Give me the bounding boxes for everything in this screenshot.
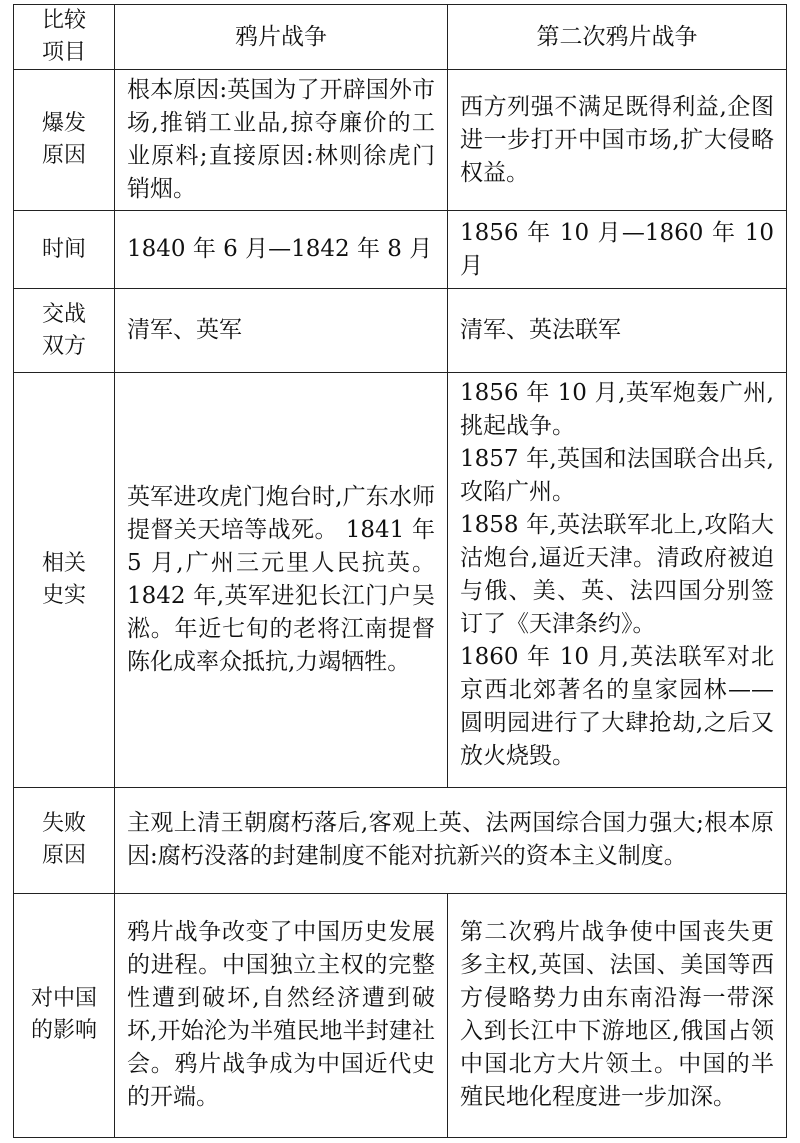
fact-paragraph: 1856 年 10 月,英军炮轰广州,挑起战争。 xyxy=(460,380,774,440)
row-label-cell xyxy=(14,787,115,893)
header-label-line: 项目 xyxy=(41,40,86,66)
row-time xyxy=(14,211,787,289)
row-belligerents xyxy=(14,289,787,373)
row-label-line: 原因 xyxy=(41,143,86,169)
row-label-cell xyxy=(14,70,115,211)
header-label-cell xyxy=(14,5,115,70)
cell-opium-war-cause: 根本原因:英国为了开辟国外市场,推销工业品,掠夺廉价的工业原料;直接原因:林则徐虎门销烟。 xyxy=(115,70,448,211)
cell-second-opium-war-belligerents: 清军、英法联军 xyxy=(448,289,787,373)
row-label-line: 相关 xyxy=(41,550,86,576)
row-label-cell xyxy=(14,893,115,1137)
fact-paragraph: 1842 年,英军进犯长江门户吴淞。年近七旬的老将江南提督陈化成率众抵抗,力竭牺牲。 xyxy=(127,582,435,675)
row-outbreak-cause xyxy=(14,70,787,211)
cell-opium-war-impact: 鸦片战争改变了中国历史发展的进程。中国独立主权的完整性遭到破坏,自然经济遭到破坏,开始沦为半殖民地半封建社会。鸦片战争成为中国近代史的开端。 xyxy=(115,893,448,1137)
row-label-line: 交战 xyxy=(41,301,86,327)
opium-war-comparison-table xyxy=(13,4,787,1138)
cell-opium-war-time: 1840 年 6 月—1842 年 8 月 xyxy=(115,211,448,289)
header-label-line: 比较 xyxy=(41,8,86,34)
row-label-line: 失败 xyxy=(41,811,86,837)
fact-paragraph: 英军进攻虎门炮台时,广东水师提督关天培等战死。 xyxy=(127,483,435,543)
row-impact-on-china xyxy=(14,893,787,1137)
cell-opium-war-facts xyxy=(115,373,448,787)
row-label-line: 原因 xyxy=(41,843,86,869)
cell-defeat-cause-merged: 主观上清王朝腐朽落后,客观上英、法两国综合国力强大;根本原因:腐朽没落的封建制度不能对抗新兴的资本主义制度。 xyxy=(115,787,787,893)
row-label-line: 时间 xyxy=(41,236,86,262)
row-historical-facts xyxy=(14,373,787,787)
cell-second-opium-war-impact: 第二次鸦片战争使中国丧失更多主权,英国、法国、美国等西方侵略势力由东南沿海一带深入到长江中下游地区,俄国占领中国北方大片领土。中国的半殖民地化程度进一步加深。 xyxy=(448,893,787,1137)
cell-opium-war-belligerents: 清军、英军 xyxy=(115,289,448,373)
row-label-cell xyxy=(14,289,115,373)
row-label-cell xyxy=(14,373,115,787)
cell-second-opium-war-time: 1856 年 10 月—1860 年 10 月 xyxy=(448,211,787,289)
row-label-cell xyxy=(14,211,115,289)
cell-second-opium-war-cause: 西方列强不满足既得利益,企图进一步打开中国市场,扩大侵略权益。 xyxy=(448,70,787,211)
comparison-sheet xyxy=(13,4,786,1138)
row-label-line: 双方 xyxy=(41,333,86,359)
fact-paragraph: 1858 年,英法联军北上,攻陷大沽炮台,逼近天津。清政府被迫与俄、美、英、法四国分别签订了《天津条约》。 xyxy=(460,512,774,638)
row-defeat-cause xyxy=(14,787,787,893)
column-header-second-opium-war: 第二次鸦片战争 xyxy=(448,5,787,70)
row-label-line: 爆发 xyxy=(41,111,86,137)
fact-paragraph: 1841 年 5 月,广州三元里人民抗英。 xyxy=(127,516,435,576)
fact-paragraph: 1860 年 10 月,英法联军对北京西北郊著名的皇家园林——圆明园进行了大肆抢劫,之后又放火烧毁。 xyxy=(460,644,774,770)
header-row xyxy=(14,5,787,70)
row-label-line: 史实 xyxy=(41,582,86,608)
cell-second-opium-war-facts xyxy=(448,373,787,787)
column-header-opium-war: 鸦片战争 xyxy=(115,5,448,70)
row-label-line: 的影响 xyxy=(30,1018,97,1044)
fact-paragraph: 1857 年,英国和法国联合出兵,攻陷广州。 xyxy=(460,446,774,506)
row-label-line: 对中国 xyxy=(30,986,97,1012)
